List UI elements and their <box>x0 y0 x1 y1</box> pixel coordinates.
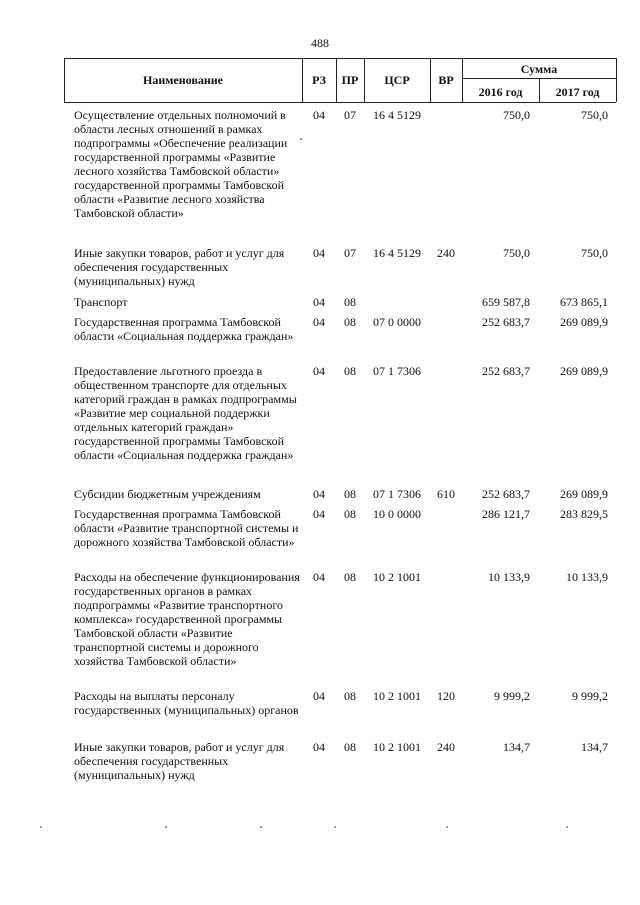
row-csr: 10 2 1001 <box>373 570 421 584</box>
row-sum-2017: 750,0 <box>581 246 608 260</box>
row-sum-2016: 659 587,8 <box>482 295 530 309</box>
row-sum-2016: 750,0 <box>503 108 530 122</box>
row-sum-2016: 9 999,2 <box>494 689 530 703</box>
row-sum-2017: 673 865,1 <box>560 295 608 309</box>
row-sum-2016: 10 133,9 <box>488 570 530 584</box>
row-rz: 04 <box>313 108 325 122</box>
row-name: Расходы на обеспечение функционирования государственных органов в рамках подпрограммы «Развитие транспортного комплекса» государственной программы Тамбовской области «Развитие транспортной системы и дорожного хозяйства Тамбовской области» <box>74 570 300 668</box>
row-csr: 10 2 1001 <box>373 689 421 703</box>
row-name: Предоставление льготного проезда в общественном транспорте для отдельных категорий граждан в рамках подпрограммы «Развитие мер социальной поддержки отдельных категорий граждан» государственной программы Тамбовской области «Социальная поддержка граждан» <box>74 364 297 462</box>
row-vr: 120 <box>437 689 455 703</box>
row-csr: 16 4 5129 <box>373 108 421 122</box>
row-name: Государственная программа Тамбовской области «Социальная поддержка граждан» <box>74 315 294 343</box>
row-sum-2016: 134,7 <box>503 740 530 754</box>
row-pr: 07 <box>344 246 356 260</box>
row-sum-2017: 269 089,9 <box>560 364 608 378</box>
header-pr: ПР <box>341 73 359 87</box>
row-csr: 10 2 1001 <box>373 740 421 754</box>
row-pr: 08 <box>344 507 356 521</box>
row-rz: 04 <box>313 295 325 309</box>
row-pr: 08 <box>344 570 356 584</box>
scan-speck <box>40 826 42 828</box>
row-sum-2016: 252 683,7 <box>482 315 530 329</box>
row-vr: 240 <box>437 246 455 260</box>
row-name: Субсидии бюджетным учреждениям <box>74 487 261 501</box>
row-rz: 04 <box>313 364 325 378</box>
row-sum-2017: 10 133,9 <box>566 570 608 584</box>
row-name: Иные закупки товаров, работ и услуг для обеспечения государственных (муниципальных) нужд <box>74 246 285 288</box>
row-name: Расходы на выплаты персоналу государственных (муниципальных) органов <box>74 689 299 717</box>
row-pr: 08 <box>344 295 356 309</box>
row-sum-2017: 283 829,5 <box>560 507 608 521</box>
row-vr: 610 <box>437 487 455 501</box>
header-bottom-rule <box>64 102 616 103</box>
row-sum-2017: 269 089,9 <box>560 487 608 501</box>
row-sum-2016: 286 121,7 <box>482 507 530 521</box>
row-csr: 07 1 7306 <box>373 487 421 501</box>
scan-speck <box>566 826 568 828</box>
header-csr: ЦСР <box>384 73 410 87</box>
row-pr: 08 <box>344 689 356 703</box>
row-sum-2017: 134,7 <box>581 740 608 754</box>
header-vr: ВР <box>438 73 454 87</box>
row-sum-2016: 252 683,7 <box>482 487 530 501</box>
row-rz: 04 <box>313 487 325 501</box>
scan-speck <box>446 826 448 828</box>
header-sum: Сумма <box>520 62 558 76</box>
row-sum-2016: 252 683,7 <box>482 364 530 378</box>
row-rz: 04 <box>313 740 325 754</box>
row-name: Иные закупки товаров, работ и услуг для обеспечения государственных (муниципальных) нужд <box>74 740 285 782</box>
header-name: Наименование <box>143 73 223 87</box>
row-name: Транспорт <box>74 295 128 309</box>
row-name: Осуществление отдельных полномочий в области лесных отношений в рамках подпрограммы «Обеспечение реализации государственной программы «Развитие лесного хозяйства Тамбовской области» государственной программы Тамбовской области «Развитие лесного хозяйства Тамбовской области» <box>74 108 288 220</box>
row-pr: 07 <box>344 108 356 122</box>
row-sum-2017: 9 999,2 <box>572 689 608 703</box>
row-sum-2017: 269 089,9 <box>560 315 608 329</box>
scan-speck <box>300 138 302 140</box>
header-2017: 2017 год <box>555 85 600 99</box>
row-rz: 04 <box>313 570 325 584</box>
row-name: Государственная программа Тамбовской области «Развитие транспортной системы и дорожного хозяйства Тамбовской области» <box>74 507 299 549</box>
row-csr: 16 4 5129 <box>373 246 421 260</box>
row-rz: 04 <box>313 246 325 260</box>
scan-speck <box>334 826 336 828</box>
header-divider <box>616 58 617 102</box>
row-pr: 08 <box>344 315 356 329</box>
page-number: 488 <box>311 36 329 50</box>
row-csr: 07 1 7306 <box>373 364 421 378</box>
row-csr: 10 0 0000 <box>373 507 421 521</box>
row-sum-2017: 750,0 <box>581 108 608 122</box>
row-pr: 08 <box>344 487 356 501</box>
row-vr: 240 <box>437 740 455 754</box>
row-rz: 04 <box>313 315 325 329</box>
row-sum-2016: 750,0 <box>503 246 530 260</box>
table-header <box>64 58 616 102</box>
row-rz: 04 <box>313 507 325 521</box>
row-pr: 08 <box>344 364 356 378</box>
row-pr: 08 <box>344 740 356 754</box>
row-csr: 07 0 0000 <box>373 315 421 329</box>
scan-speck <box>260 826 262 828</box>
header-2016: 2016 год <box>478 85 523 99</box>
scan-speck <box>165 826 167 828</box>
row-rz: 04 <box>313 689 325 703</box>
header-rz: РЗ <box>312 73 326 87</box>
header-top-rule <box>64 58 616 59</box>
